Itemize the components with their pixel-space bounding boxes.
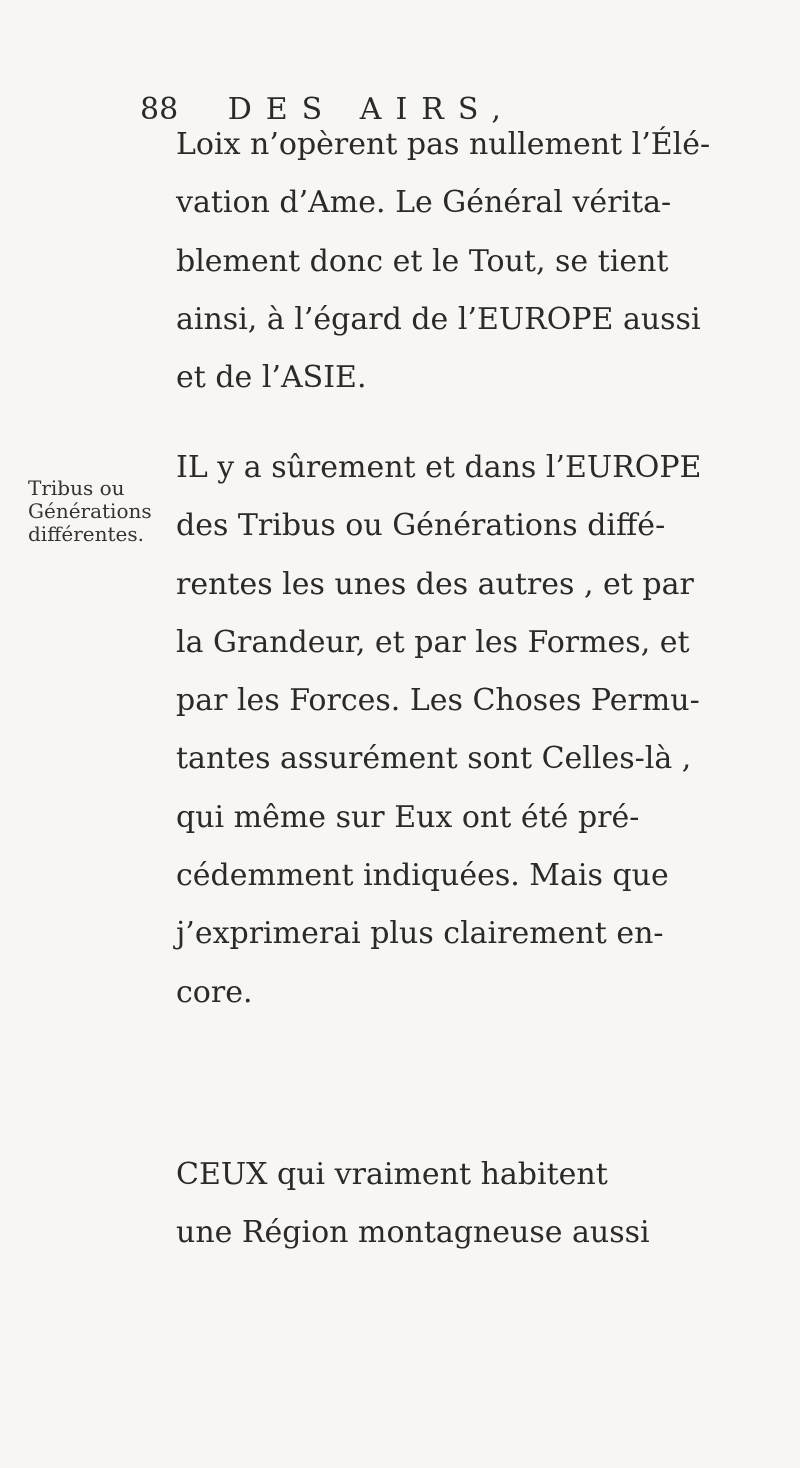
- text-line: core.: [176, 974, 253, 1010]
- text-line: qui même sur Eux ont été pré-: [176, 799, 640, 835]
- running-head: DES AIRS,: [227, 92, 515, 127]
- text-line: tantes assurément sont Celles-là ,: [176, 741, 692, 777]
- text-line: cédemment indiquées. Mais que: [176, 858, 669, 894]
- margin-note: [28, 477, 168, 546]
- text-line: CEUX qui vraiment habitent: [176, 1157, 608, 1192]
- paragraph-2: [176, 439, 766, 1022]
- text-line: j’exprimerai plus clairement en-: [176, 916, 664, 952]
- paragraph-1: [176, 116, 766, 407]
- margin-note-line: Tribus ou: [28, 476, 125, 500]
- text-line: et de l’ASIE.: [176, 360, 367, 396]
- text-line: rentes les unes des autres , et par: [176, 566, 694, 602]
- text-line: blement donc et le Tout, se tient: [176, 243, 669, 279]
- text-line: ainsi, à l’égard de l’EUROPE aussi: [176, 301, 701, 337]
- text-line: la Grandeur, et par les Formes, et: [176, 624, 690, 660]
- paragraph-3: [176, 1146, 766, 1263]
- margin-note-line: différentes.: [28, 522, 145, 546]
- page-number: 88: [140, 92, 179, 127]
- margin-note-line: Générations: [28, 499, 152, 523]
- text-line: par les Forces. Les Choses Permu-: [176, 683, 700, 719]
- text-line: une Région montagneuse aussi: [176, 1215, 650, 1251]
- text-line: vation d’Ame. Le Général vérita-: [176, 185, 672, 221]
- text-line: Loix n’opèrent pas nullement l’Élé-: [176, 127, 711, 162]
- text-line: des Tribus ou Générations diffé-: [176, 508, 666, 544]
- text-line: IL y a sûrement et dans l’EUROPE: [176, 450, 702, 485]
